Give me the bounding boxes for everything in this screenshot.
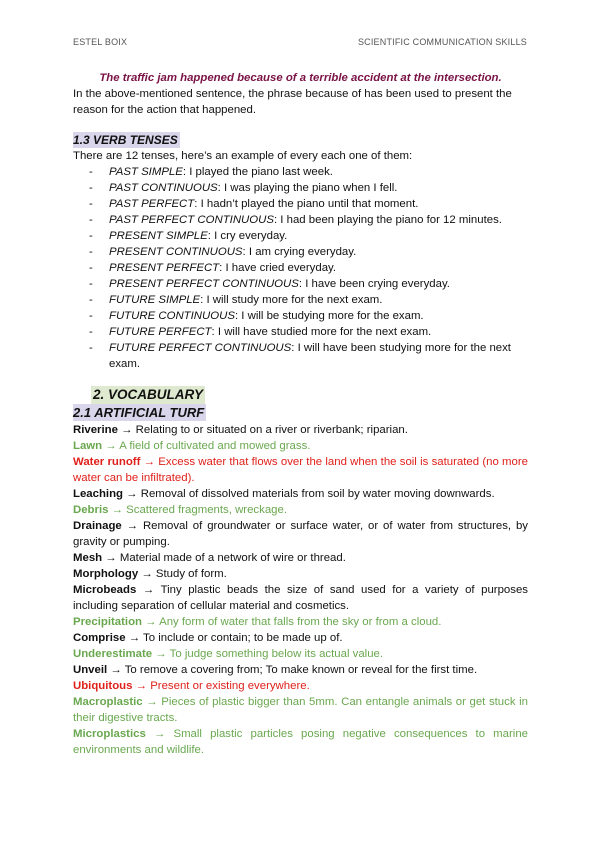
tense-name: PRESENT PERFECT [109,262,220,274]
vocab-entry [73,646,528,662]
list-dash: - [89,294,93,306]
vocab-definition: → Removal of dissolved materials from soil by water moving downwards. [123,488,495,500]
list-dash: - [89,278,93,290]
tense-example: : I hadn’t played the piano until that moment. [194,198,419,210]
list-dash: - [89,182,93,194]
tense-example: : I will have been studying more for the next exam. [109,342,511,370]
vocab-definition: → A field of cultivated and mowed grass. [102,440,311,452]
tense-name: PRESENT CONTINUOUS [109,246,243,258]
tense-example: : I am crying everyday. [242,246,357,258]
list-dash: - [89,230,93,242]
vocab-entry [73,422,528,438]
vocab-term: Water runoff [73,456,141,468]
tense-name: PAST SIMPLE [109,166,183,178]
list-dash: - [89,214,93,226]
vocab-term: Precipitation [73,616,142,628]
subsection-heading-artificial-turf: 2.1 ARTIFICIAL TURF [73,405,205,420]
vocab-entry [73,662,528,678]
list-dash: - [89,262,93,274]
vocab-definition: → Removal of groundwater or surface water, or of water from structures, by gravity or pumping. [73,520,528,548]
tense-example: : I have cried everyday. [219,262,337,274]
vocab-entry [73,486,528,502]
vocab-term: Underestimate [73,648,153,660]
example-quote: The traffic jam happened because of a terrible accident at the intersection. [99,72,502,84]
vocab-definition: → To include or contain; to be made up of. [125,632,343,644]
page-content [73,70,528,758]
vocab-term: Microbeads [73,584,137,596]
vocab-entry [73,550,528,566]
vocab-entry [73,566,528,582]
vocabulary-list [73,422,528,758]
tense-item [73,292,528,308]
vocab-definition: → Relating to or situated on a river or riverbank; riparian. [117,424,408,436]
tense-item [73,244,528,260]
tense-item [73,340,528,372]
vocab-term: Lawn [73,440,103,452]
list-dash: - [89,310,93,322]
vocab-entry [73,454,528,486]
vocab-term: Drainage [73,520,122,532]
tense-item [73,180,528,196]
header-author: ESTEL BOIX [73,37,128,47]
tense-item [73,260,528,276]
vocab-definition: → To remove a covering from; To make known or reveal for the first time. [107,664,478,676]
vocab-definition: → To judge something below its actual value. [152,648,384,660]
vocab-definition: → Pieces of plastic bigger than 5mm. Can entangle animals or get stuck in their digestive tracts. [73,696,528,724]
tense-item [73,212,528,228]
verb-tenses-list [73,164,528,372]
tense-name: PRESENT SIMPLE [109,230,208,242]
vocab-definition: → Any form of water that falls from the sky or from a cloud. [142,616,442,628]
vocab-entry [73,502,528,518]
vocab-definition: → Tiny plastic beads the size of sand used for a variety of purposes including separation of cellular material and cosmetics. [73,584,528,612]
tense-item [73,276,528,292]
tense-name: PAST PERFECT CONTINUOUS [109,214,274,226]
vocab-term: Debris [73,504,109,516]
tense-name: PAST PERFECT [109,198,195,210]
vocab-definition: → Study of form. [138,568,227,580]
list-dash: - [89,342,93,354]
list-dash: - [89,166,93,178]
vocab-entry [73,726,528,758]
vocab-term: Mesh [73,552,103,564]
section-heading-vocabulary: 2. VOCABULARY [93,387,204,402]
vocab-definition: → Small plastic particles posing negative consequences to marine environments and wildlife. [73,728,528,756]
tense-example: : I have been crying everyday. [298,278,450,290]
tense-example: : I will have studied more for the next exam. [211,326,432,338]
tense-example: : I will study more for the next exam. [200,294,383,306]
tense-item [73,164,528,180]
vocab-entry [73,694,528,726]
tense-name: PAST CONTINUOUS [109,182,218,194]
tense-example: : I was playing the piano when I fell. [217,182,398,194]
vocab-definition: → Material made of a network of wire or thread. [102,552,346,564]
tense-name: FUTURE SIMPLE [109,294,201,306]
list-dash: - [89,198,93,210]
tense-item [73,196,528,212]
tense-example: : I played the piano last week. [182,166,333,178]
tense-item [73,308,528,324]
tense-example: : I cry everyday. [207,230,288,242]
tense-name: FUTURE PERFECT [109,326,212,338]
vocab-term: Macroplastic [73,696,143,708]
tense-item [73,324,528,340]
vocab-term: Comprise [73,632,126,644]
list-dash: - [89,326,93,338]
vocab-term: Unveil [73,664,108,676]
vocab-definition: → Excess water that flows over the land when the soil is saturated (no more water can be infiltrated). [73,456,529,484]
vocab-term: Microplastics [73,728,146,740]
header-course-title: SCIENTIFIC COMMUNICATION SKILLS [357,37,527,47]
tense-name: FUTURE CONTINUOUS [109,310,235,322]
section-heading-verb-tenses: 1.3 VERB TENSES [73,133,178,147]
tense-example: : I will be studying more for the exam. [234,310,424,322]
vocab-definition: → Scattered fragments, wreckage. [108,504,287,516]
tense-item [73,228,528,244]
example-explanation: In the above-mentioned sentence, the phrase because of has been used to present the reason for the action that happened. [73,88,512,116]
vocab-entry [73,438,528,454]
vocab-term: Ubiquitous [73,680,133,692]
list-dash: - [89,246,93,258]
tense-name: PRESENT PERFECT CONTINUOUS [109,278,299,290]
vocab-entry [73,678,528,694]
vocab-term: Leaching [73,488,124,500]
tense-example: : I had been playing the piano for 12 minutes. [273,214,502,226]
tense-name: FUTURE PERFECT CONTINUOUS [109,342,292,354]
vocab-entry [73,630,528,646]
vocab-entry [73,582,528,614]
vocab-term: Riverine [73,424,118,436]
vocab-definition: → Present or existing everywhere. [132,680,310,692]
vocab-term: Morphology [73,568,139,580]
vocab-entry [73,518,528,550]
vocab-entry [73,614,528,630]
verb-tenses-intro: There are 12 tenses, here’s an example of every each one of them: [73,150,413,162]
